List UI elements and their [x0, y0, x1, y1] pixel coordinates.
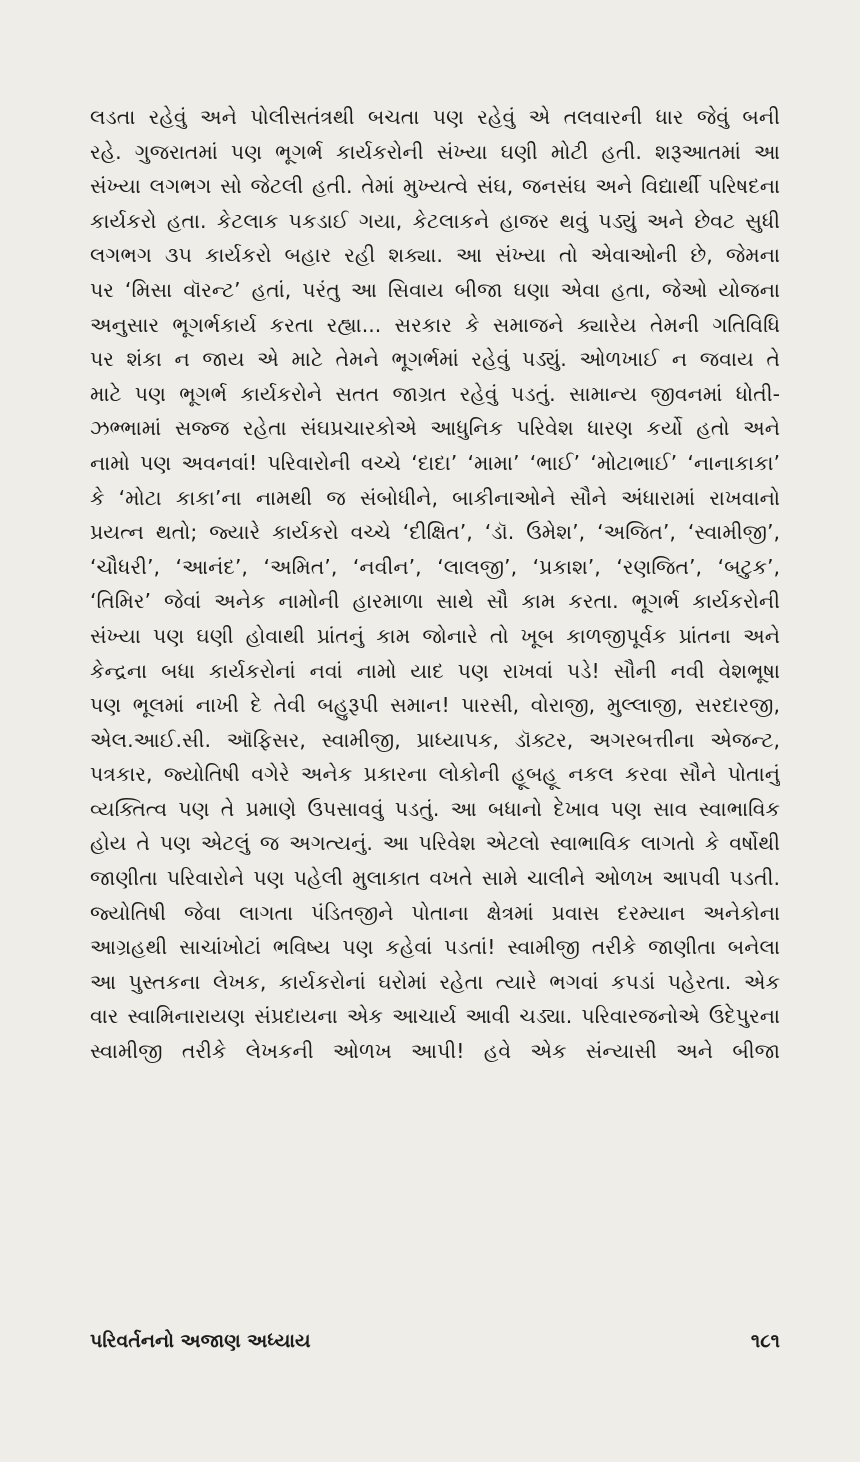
- text-line: જ્યોતિષી જેવા લાગતા પંડિતજીને પોતાના ક્ષેત્રમાં પ્રવાસ દરમ્યાન અનેકોના: [90, 900, 780, 925]
- text-line: જાણીતા પરિવારોને પણ પહેલી મુલાકાત વખતે સામે ચાલીને ઓળખ આપવી પડતી.: [90, 866, 780, 891]
- text-line: પત્રકાર, જ્યોતિષી વગેરે અનેક પ્રકારના લોકોની હૂબહૂ નકલ કરવા સૌને પોતાનું: [90, 762, 780, 787]
- text-line: લડતા રહેવું અને પોલીસતંત્રથી બચતા પણ રહેવું એ તલવારની ધાર જેવું બની: [90, 105, 780, 129]
- text-line: સ્વામીજી તરીકે લેખકની ઓળખ આપી! હવે એક સંન્યાસી અને બીજા: [90, 1039, 780, 1064]
- text-line: એલ.આઈ.સી. ઑફિસર, સ્વામીજી, પ્રાધ્યાપક, ડૉક્ટર, અગરબત્તીના એજન્ટ,: [90, 727, 780, 752]
- text-line: પર ‘મિસા વૉરન્ટ’ હતાં, પરંતુ આ સિવાય બીજા ઘણા એવા હતા, જેઓ યોજના: [90, 277, 780, 302]
- text-line: લગભગ ૩૫ કાર્યકરો બહાર રહી શક્યા. આ સંખ્યા તો એવાઓની છે, જેમના: [90, 243, 780, 268]
- page-number: ૧૮૧: [750, 1330, 780, 1352]
- text-line: માટે પણ ભૂગર્ભ કાર્યકરોને સતત જાગ્રત રહેવું પડતું. સામાન્ય જીવનમાં ધોતી-: [90, 381, 780, 406]
- text-line: સંખ્યા પણ ઘણી હોવાથી પ્રાંતનું કામ જોનારે તો ખૂબ કાળજીપૂર્વક પ્રાંતના અને: [90, 623, 780, 648]
- text-line: પણ ભૂલમાં નાખી દે તેવી બહુરૂપી સમાન! પારસી, વોરાજી, મુલ્લાજી, સરદારજી,: [90, 693, 780, 718]
- text-line: અનુસાર ભૂગર્ભકાર્ય કરતા રહ્યા... સરકાર કે સમાજને ક્યારેય તેમની ગતિવિધિ: [90, 312, 780, 337]
- text-line: કે ‘મોટા કાકા’ના નામથી જ સંબોધીને, બાકીનાઓને સૌને અંધારામાં રાખવાનો: [90, 485, 780, 510]
- text-line: વ્યક્તિત્વ પણ તે પ્રમાણે ઉપસાવવું પડતું. આ બધાનો દેખાવ પણ સાવ સ્વાભાવિક: [90, 796, 780, 821]
- text-line: વાર સ્વામિનારાયણ સંપ્રદાયના એક આચાર્ય આવી ચડ્યા. પરિવારજનોએ ઉદેપુરના: [90, 1004, 780, 1029]
- text-line: આગ્રહથી સાચાંખોટાં ભવિષ્ય પણ કહેવાં પડતાં! સ્વામીજી તરીકે જાણીતા બનેલા: [90, 935, 780, 960]
- text-line: રહે. ગુજરાતમાં પણ ભૂગર્ભ કાર્યકરોની સંખ્યા ઘણી મોટી હતી. શરૂઆતમાં આ: [90, 139, 780, 164]
- text-line: ‘ચૌધરી’, ‘આનંદ’, ‘અમિત’, ‘નવીન’, ‘લાલજી’, ‘પ્રકાશ’, ‘રણજિત’, ‘બટુક’,: [90, 554, 780, 579]
- body-text: [90, 100, 780, 1069]
- text-line: હોય તે પણ એટલું જ અગત્યનું. આ પરિવેશ એટલો સ્વાભાવિક લાગતો કે વર્ષોથી: [90, 831, 780, 856]
- text-line: કેન્દ્રના બધા કાર્યકરોનાં નવાં નામો યાદ પણ રાખવાં પડે! સૌની નવી વેશભૂષા: [90, 658, 780, 683]
- text-line: આ પુસ્તકના લેખક, કાર્યકરોનાં ઘરોમાં રહેતા ત્યારે ભગવાં કપડાં પહેરતા. એક: [90, 969, 780, 994]
- text-line: પ્રયત્ન થતો; જ્યારે કાર્યકરો વચ્ચે ‘દીક્ષિત’, ‘ડૉ. ઉમેશ’, ‘અજિત’, ‘સ્વામીજી’,: [90, 520, 780, 545]
- text-line: કાર્યકરો હતા. કેટલાક પકડાઈ ગયા, કેટલાકને હાજર થવું પડ્યું અને છેવટ સુધી: [90, 208, 780, 233]
- page-footer: [90, 1330, 780, 1352]
- text-line: ‘તિમિર’ જેવાં અનેક નામોની હારમાળા સાથે સૌ કામ કરતા. ભૂગર્ભ કાર્યકરોની: [90, 589, 780, 614]
- text-line: સંખ્યા લગભગ સો જેટલી હતી. તેમાં મુખ્યત્વે સંઘ, જનસંઘ અને વિદ્યાર્થી પરિષદના: [90, 174, 780, 199]
- text-line: પર શંકા ન જાય એ માટે તેમને ભૂગર્ભમાં રહેવું પડ્યું. ઓળખાઈ ન જવાય તે: [90, 347, 780, 372]
- text-line: ઝભ્ભામાં સજ્જ રહેતા સંઘપ્રચારકોએ આધુનિક પરિવેશ ધારણ કર્યો હતો અને: [90, 416, 780, 441]
- running-title: પરિવર્તનનો અજાણ અધ્યાય: [90, 1330, 311, 1352]
- text-line: નામો પણ અવનવાં! પરિવારોની વચ્ચે ‘દાદા’ ‘મામા’ ‘ભાઈ’ ‘મોટાભાઈ’ ‘નાનાકાકા’: [90, 450, 780, 475]
